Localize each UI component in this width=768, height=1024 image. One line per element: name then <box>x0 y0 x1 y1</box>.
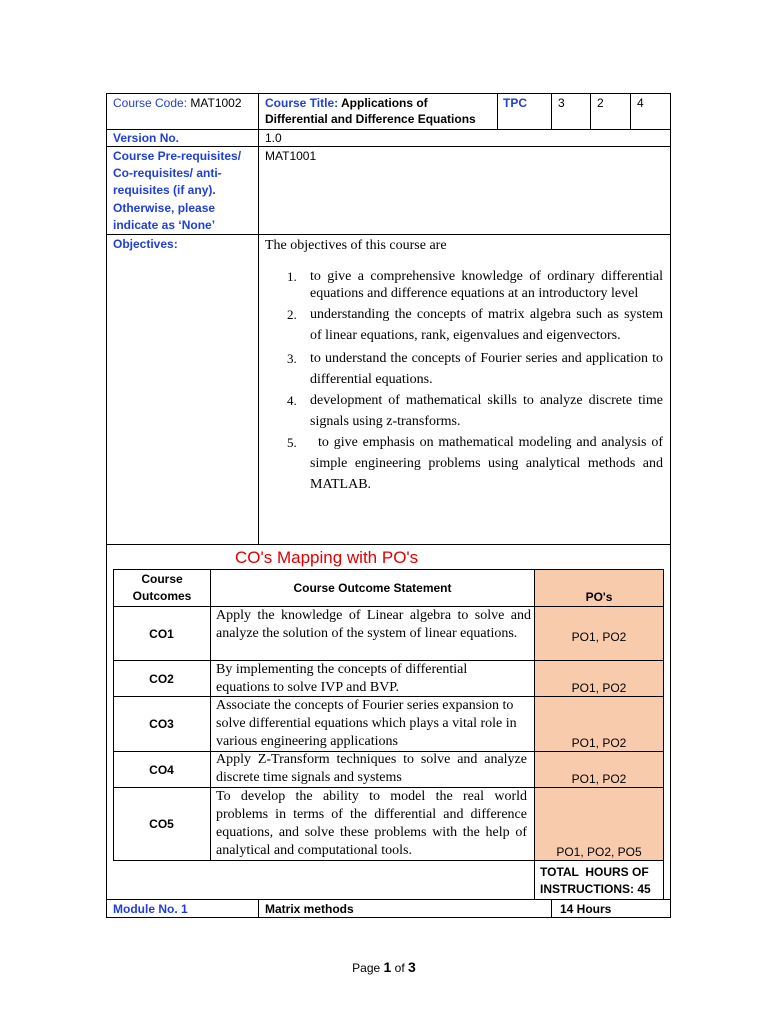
co-label: CO1 <box>149 627 174 641</box>
total-hours: TOTAL HOURS OF INSTRUCTIONS: 45 <box>540 865 653 896</box>
co-statement: Apply the knowledge of Linear algebra to solve and analyze the solution of the system of linear equations. <box>216 608 531 641</box>
page-word: Page <box>352 961 381 975</box>
objective-text: understanding the concepts of matrix algebra such as system of linear equations, rank, eigenvalues and eigenvectors. <box>310 307 663 343</box>
course-title <box>265 95 493 127</box>
list-item <box>287 348 663 390</box>
list-number: 1. <box>287 269 297 284</box>
tpc-value-3: 4 <box>637 96 644 110</box>
page-footer <box>0 959 768 975</box>
version-value: 1.0 <box>265 131 282 145</box>
list-item <box>287 304 663 346</box>
module-title: Matrix methods <box>265 902 354 916</box>
course-code-label: Course Code: <box>113 96 188 110</box>
co-pos: PO1, PO2 <box>571 736 627 750</box>
page-number: 1 <box>383 959 392 975</box>
co-pos: PO1, PO2 <box>571 681 627 695</box>
col-statement-header: Course Outcome Statement <box>293 581 452 595</box>
course-code-value: MAT1002 <box>190 96 242 110</box>
objective-text: development of mathematical skills to analyze discrete time signals using z-transforms. <box>310 393 663 429</box>
prereq-label: Course Pre-requisites/ Co-requisites/ anti-requisites (if any). Otherwise, please indicate as ‘None’ <box>113 149 242 232</box>
co-statement: Apply Z-Transform techniques to solve and analyze discrete time signals and systems <box>216 752 527 785</box>
list-number: 3. <box>287 351 297 366</box>
objectives-label: Objectives: <box>113 237 178 251</box>
version-label: Version No. <box>113 131 180 145</box>
objectives-list <box>287 268 663 495</box>
co-pos: PO1, PO2 <box>571 772 627 786</box>
module-hours: 14 Hours <box>560 902 612 916</box>
co-pos: PO1, PO2, PO5 <box>556 845 642 859</box>
course-title-label: Course Title: <box>265 96 339 110</box>
co-pos: PO1, PO2 <box>571 630 627 644</box>
objective-text: to understand the concepts of Fourier series and application to differential equations. <box>310 351 663 387</box>
of-word: of <box>394 961 405 975</box>
course-code <box>113 95 242 111</box>
prereq-value: MAT1001 <box>265 149 317 163</box>
tpc-label: TPC <box>503 96 527 110</box>
module-label: Module No. 1 <box>113 902 188 916</box>
list-number: 5. <box>287 435 297 450</box>
list-number: 2. <box>287 307 297 322</box>
mapping-title: CO's Mapping with PO's <box>235 548 419 567</box>
list-item <box>287 390 663 432</box>
objective-text: to give emphasis on mathematical modeling and analysis of simple engineering problems using analytical methods and MATLAB. <box>310 435 663 492</box>
col-pos-header: PO's <box>585 590 613 604</box>
co-statement: By implementing the concepts of differential equations to solve IVP and BVP. <box>216 662 468 695</box>
objective-text: to give a comprehensive knowledge of ordinary differential equations and difference equations at an introductory level <box>310 269 663 301</box>
list-number: 4. <box>287 393 297 408</box>
co-label: CO2 <box>149 672 174 686</box>
page-total: 3 <box>408 959 416 975</box>
objectives-intro: The objectives of this course are <box>265 238 447 253</box>
co-statement: Associate the concepts of Fourier series expansion to solve differential equations which plays a vital role in various engineering applications <box>216 698 517 749</box>
col-outcomes-header: Course Outcomes <box>132 572 192 603</box>
tpc-value-1: 3 <box>558 96 565 110</box>
co-label: CO3 <box>149 717 174 731</box>
list-item <box>287 268 663 302</box>
course-title-value: Applications of Differential and Difference Equations <box>265 96 476 126</box>
co-label: CO4 <box>149 763 174 777</box>
co-label: CO5 <box>149 817 174 831</box>
co-statement: To develop the ability to model the real world problems in terms of the differential and difference equations, and solve these problems with the help of analytical and computational tools. <box>216 789 527 858</box>
list-item <box>287 432 663 495</box>
tpc-value-2: 2 <box>597 96 604 110</box>
